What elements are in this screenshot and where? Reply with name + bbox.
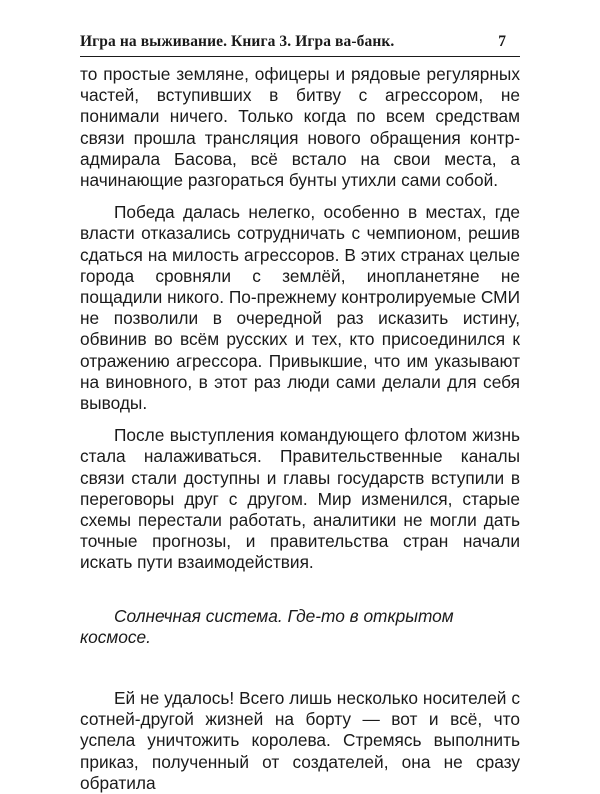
paragraph-1: то простые земляне, офицеры и рядовые регулярных частей, вступивших в битву с агрессором, не понимали ничего. Только когда по всем средствам связи прошла трансляция нового обращения контр-адмирала Басова, всё встало на свои места, а начинающие разгораться бунты утихли сами собой. [80, 64, 520, 191]
running-header [80, 30, 520, 57]
paragraph-2: Победа далась нелегко, особенно в местах, где власти отказались сотрудничать с чемпионом, решив сдаться на милость агрессоров. В этих странах целые города сровняли с землёй, инопланетяне не пощадили никого. По-прежнему контролируемые СМИ не позволили в очередной раз исказить истину, обвинив во всём русских и тех, кто присоединился к отражению агрессора. Привыкшие, что им указывают на виновного, в этот раз люди сами делали для себя выводы. [80, 202, 520, 414]
body-text [80, 64, 520, 794]
paragraph-4: Ей не удалось! Всего лишь несколько носителей с сотней-другой жизней на борту — вот и всё, что успела уничтожить королева. Стремясь выполнить приказ, полученный от создателей, она не сразу обратила [80, 688, 520, 793]
page-number: 7 [498, 33, 506, 50]
scene-heading: Солнечная система. Где-то в открытом космосе. [80, 605, 454, 647]
book-title: Игра на выживание. Книга 3. Игра ва-банк. [80, 33, 395, 50]
paragraph-3: После выступления командующего флотом жизнь стала налаживаться. Правительственные каналы связи стали доступны и главы государств вступили в переговоры друг с другом. Мир изменился, старые схемы перестали работать, аналитики не могли дать точные прогнозы, и правительства стран начали искать пути взаимодействия. [80, 425, 520, 573]
